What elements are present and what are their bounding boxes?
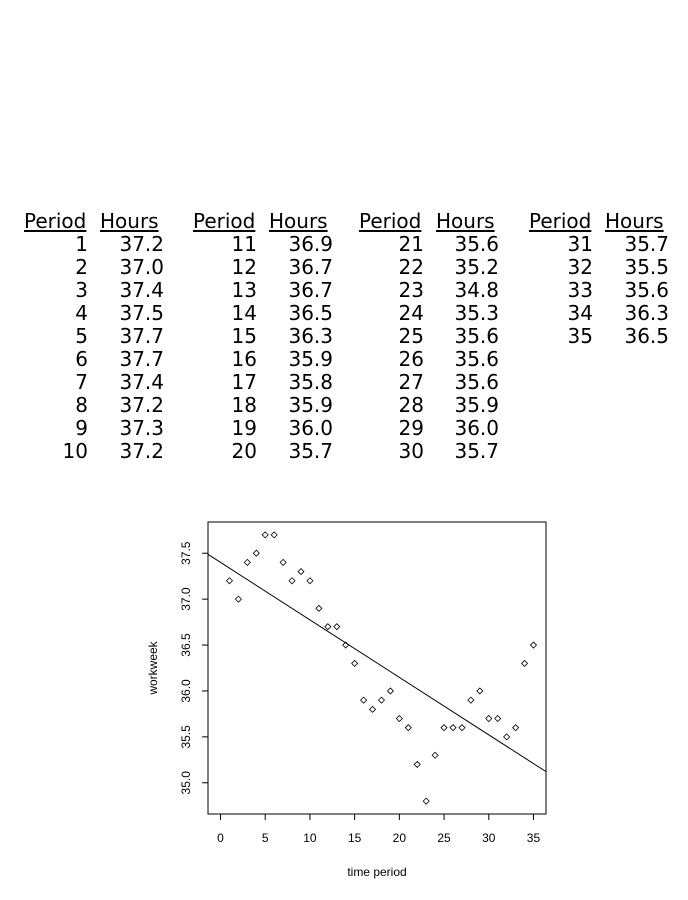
y-axis [179, 541, 208, 794]
table-header [24, 210, 164, 233]
table-row [359, 417, 499, 440]
period-cell: 13 [231, 278, 257, 302]
table-header [193, 210, 333, 233]
period-cell: 34 [567, 301, 593, 325]
data-point [530, 642, 536, 648]
period-cell: 35 [567, 324, 593, 348]
hours-cell: 37.0 [119, 255, 164, 279]
hours-cell: 36.5 [288, 301, 333, 325]
data-point [253, 550, 259, 556]
period-header: Period [24, 209, 87, 233]
data-point [370, 706, 376, 712]
hours-cell: 35.5 [624, 255, 669, 279]
data-point [513, 725, 519, 731]
table-row [359, 256, 499, 279]
hours-header: Hours [100, 209, 159, 233]
data-point [235, 596, 241, 602]
data-point [477, 688, 483, 694]
period-cell: 28 [398, 393, 424, 417]
data-point [405, 725, 411, 731]
table-row [359, 440, 499, 463]
table-row [24, 348, 164, 371]
hours-cell: 35.6 [454, 347, 499, 371]
hours-cell: 37.2 [119, 232, 164, 256]
period-header: Period [193, 209, 256, 233]
hours-header: Hours [269, 209, 328, 233]
hours-cell: 37.2 [119, 393, 164, 417]
data-point [352, 660, 358, 666]
hours-cell: 37.5 [119, 301, 164, 325]
plot-frame [208, 522, 546, 814]
table-row [193, 348, 333, 371]
period-cell: 11 [231, 232, 257, 256]
table-row [24, 325, 164, 348]
hours-cell: 36.3 [288, 324, 333, 348]
hours-cell: 37.4 [119, 278, 164, 302]
hours-cell: 35.9 [288, 393, 333, 417]
hours-cell: 35.3 [454, 301, 499, 325]
hours-cell: 37.7 [119, 347, 164, 371]
table-row [529, 279, 669, 302]
data-point [387, 688, 393, 694]
data-point [289, 578, 295, 584]
data-point [361, 697, 367, 703]
period-cell: 14 [231, 301, 257, 325]
data-point [459, 725, 465, 731]
table-row [24, 371, 164, 394]
period-cell: 29 [398, 416, 424, 440]
hours-cell: 36.7 [288, 278, 333, 302]
data-point [450, 725, 456, 731]
period-cell: 12 [231, 255, 257, 279]
data-point [414, 761, 420, 767]
data-table-3 [359, 210, 499, 463]
table-row [359, 233, 499, 256]
data-point [468, 697, 474, 703]
period-cell: 6 [75, 347, 88, 371]
x-tick-label: 25 [437, 831, 451, 845]
data-point [432, 752, 438, 758]
period-cell: 30 [398, 439, 424, 463]
data-point [396, 716, 402, 722]
table-row [359, 325, 499, 348]
period-cell: 31 [567, 232, 593, 256]
table-row [24, 279, 164, 302]
table-row [359, 348, 499, 371]
y-tick-label: 36.5 [179, 633, 193, 657]
table-row [529, 325, 669, 348]
period-cell: 16 [231, 347, 257, 371]
hours-cell: 37.3 [119, 416, 164, 440]
period-cell: 9 [75, 416, 88, 440]
hours-cell: 35.6 [624, 278, 669, 302]
data-point [486, 716, 492, 722]
hours-cell: 35.7 [624, 232, 669, 256]
period-cell: 22 [398, 255, 424, 279]
table-row [193, 371, 333, 394]
period-cell: 24 [398, 301, 424, 325]
hours-cell: 35.6 [454, 324, 499, 348]
table-row [193, 233, 333, 256]
period-cell: 8 [75, 393, 88, 417]
table-row [529, 256, 669, 279]
period-cell: 1 [75, 232, 88, 256]
y-axis-label: workweek [146, 641, 160, 695]
table-row [193, 302, 333, 325]
data-points [226, 532, 536, 804]
x-tick-label: 20 [392, 831, 407, 845]
period-cell: 18 [231, 393, 257, 417]
period-cell: 21 [398, 232, 424, 256]
period-cell: 17 [231, 370, 257, 394]
period-header: Period [529, 209, 592, 233]
hours-cell: 34.8 [454, 278, 499, 302]
table-header [359, 210, 499, 233]
period-cell: 27 [398, 370, 424, 394]
hours-cell: 35.9 [288, 347, 333, 371]
hours-cell: 35.9 [454, 393, 499, 417]
period-cell: 26 [398, 347, 424, 371]
table-row [359, 371, 499, 394]
hours-header: Hours [436, 209, 495, 233]
data-point [307, 578, 313, 584]
x-tick-label: 30 [482, 831, 496, 845]
table-row [193, 417, 333, 440]
y-tick-label: 36.0 [179, 679, 193, 703]
table-row [529, 233, 669, 256]
hours-cell: 35.2 [454, 255, 499, 279]
table-row [24, 440, 164, 463]
hours-cell: 36.3 [624, 301, 669, 325]
hours-cell: 35.8 [288, 370, 333, 394]
period-cell: 4 [75, 301, 88, 325]
data-point [325, 624, 331, 630]
data-point [262, 532, 268, 538]
y-tick-label: 37.5 [179, 541, 193, 565]
table-row [529, 302, 669, 325]
hours-cell: 36.0 [454, 416, 499, 440]
regression-line [208, 554, 546, 771]
x-axis [217, 814, 540, 845]
hours-cell: 36.0 [288, 416, 333, 440]
data-point [504, 734, 510, 740]
period-cell: 15 [231, 324, 257, 348]
data-point [244, 559, 250, 565]
data-point [280, 559, 286, 565]
period-cell: 33 [567, 278, 593, 302]
period-cell: 5 [75, 324, 88, 348]
table-row [359, 394, 499, 417]
data-table-1 [24, 210, 164, 463]
period-cell: 25 [398, 324, 424, 348]
scatter-plot [0, 500, 688, 900]
hours-header: Hours [605, 209, 664, 233]
hours-cell: 37.7 [119, 324, 164, 348]
period-cell: 20 [231, 439, 257, 463]
table-row [193, 279, 333, 302]
x-tick-label: 15 [347, 831, 362, 845]
table-row [24, 256, 164, 279]
hours-cell: 35.6 [454, 370, 499, 394]
period-cell: 32 [567, 255, 593, 279]
x-tick-label: 5 [261, 831, 269, 845]
table-row [193, 440, 333, 463]
y-tick-label: 37.0 [179, 587, 193, 611]
table-row [193, 394, 333, 417]
y-tick-label: 35.5 [179, 725, 193, 749]
data-point [334, 624, 340, 630]
table-header [529, 210, 669, 233]
hours-cell: 36.9 [288, 232, 333, 256]
hours-cell: 35.7 [288, 439, 333, 463]
data-table-4 [529, 210, 669, 348]
data-point [316, 605, 322, 611]
data-point [423, 798, 429, 804]
period-header: Period [359, 209, 422, 233]
hours-cell: 36.5 [624, 324, 669, 348]
table-row [193, 325, 333, 348]
data-point [226, 578, 232, 584]
x-tick-label: 0 [217, 831, 224, 845]
hours-cell: 35.6 [454, 232, 499, 256]
x-axis-label: time period [347, 865, 407, 879]
period-cell: 3 [75, 278, 88, 302]
x-tick-label: 35 [526, 831, 541, 845]
data-point [441, 725, 447, 731]
x-tick-label: 10 [303, 831, 317, 845]
data-point [495, 716, 501, 722]
data-tables [0, 210, 688, 470]
table-row [193, 256, 333, 279]
y-tick-label: 35.0 [179, 771, 193, 795]
data-point [298, 569, 304, 575]
table-row [24, 233, 164, 256]
hours-cell: 37.2 [119, 439, 164, 463]
table-row [359, 302, 499, 325]
period-cell: 23 [398, 278, 424, 302]
hours-cell: 37.4 [119, 370, 164, 394]
table-row [24, 394, 164, 417]
period-cell: 2 [75, 255, 88, 279]
data-point [522, 660, 528, 666]
period-cell: 19 [231, 416, 257, 440]
data-point [271, 532, 277, 538]
table-row [24, 417, 164, 440]
table-row [359, 279, 499, 302]
hours-cell: 36.7 [288, 255, 333, 279]
period-cell: 10 [62, 439, 88, 463]
hours-cell: 35.7 [454, 439, 499, 463]
data-table-2 [193, 210, 333, 463]
data-point [378, 697, 384, 703]
table-row [24, 302, 164, 325]
period-cell: 7 [75, 370, 88, 394]
